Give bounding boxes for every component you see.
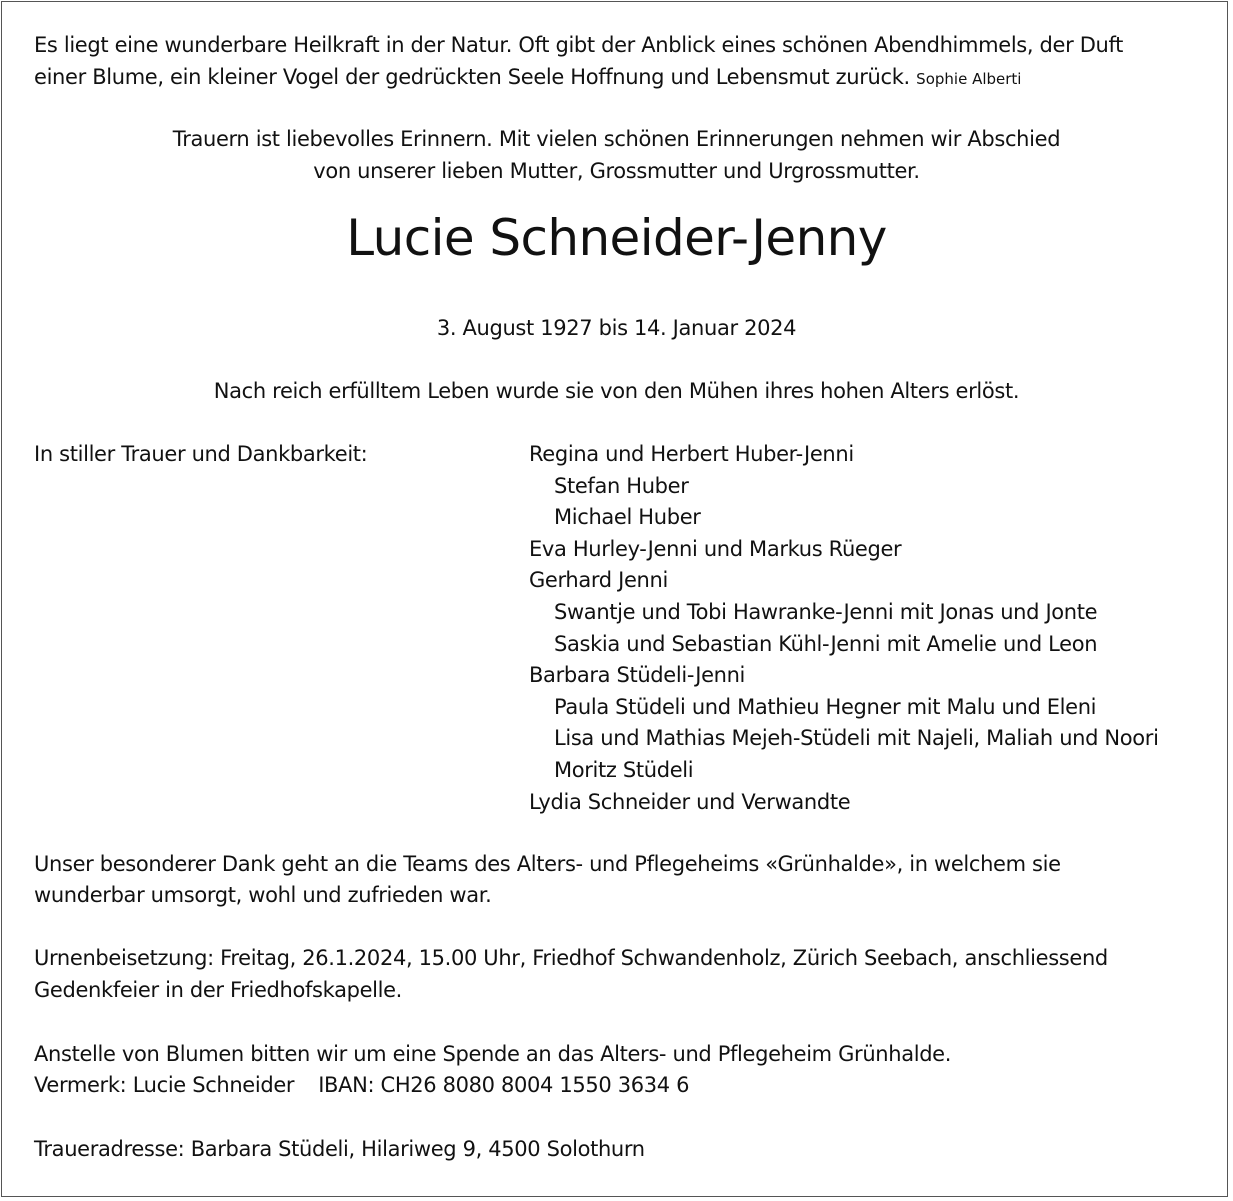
thanks-line-1: Unser besonderer Dank geht an die Teams des Alters- und Pflegeheims «Grünhalde», in welchem sie xyxy=(34,852,1061,876)
donation-note: Vermerk: Lucie Schneider xyxy=(34,1073,295,1097)
mourning-address: Traueradresse: Barbara Stüdeli, Hilariweg 9, 4500 Solothurn xyxy=(34,1137,645,1161)
burial-line-1: Urnenbeisetzung: Freitag, 26.1.2024, 15.00 Uhr, Friedhof Schwandenholz, Zürich Seebach, anschliessend xyxy=(34,946,1108,970)
quote-line-2 xyxy=(34,62,1021,95)
donation-line-1: Anstelle von Blumen bitten wir um eine Spende an das Alters- und Pflegeheim Grünhalde. xyxy=(34,1042,952,1066)
mourners-heading: In stiller Trauer und Dankbarkeit: xyxy=(34,442,368,466)
quote-line-1: Es liegt eine wunderbare Heilkraft in der Natur. Oft gibt der Anblick eines schönen Abendhimmels, der Duft xyxy=(34,33,1124,57)
deceased-name: Lucie Schneider-Jenny xyxy=(346,209,887,267)
life-dates: 3. August 1927 bis 14. Januar 2024 xyxy=(436,316,797,340)
mourner-entry: Eva Hurley-Jenni und Markus Rüeger xyxy=(529,537,902,561)
mourner-entry: Lisa und Mathias Mejeh-Stüdeli mit Najeli, Maliah und Noori xyxy=(554,726,1159,750)
mourner-entry: Moritz Stüdeli xyxy=(554,758,694,782)
intro-line-2: von unserer lieben Mutter, Grossmutter und Urgrossmutter. xyxy=(313,159,920,183)
mourner-entry: Michael Huber xyxy=(554,505,701,529)
release-text: Nach reich erfülltem Leben wurde sie von den Mühen ihres hohen Alters erlöst. xyxy=(213,379,1020,403)
mourner-entry: Gerhard Jenni xyxy=(529,568,668,592)
mourner-entry: Barbara Stüdeli-Jenni xyxy=(529,663,746,687)
mourner-entry: Swantje und Tobi Hawranke-Jenni mit Jonas und Jonte xyxy=(554,600,1098,624)
mourner-entry: Lydia Schneider und Verwandte xyxy=(529,790,851,814)
donation-iban: IBAN: CH26 8080 8004 1550 3634 6 xyxy=(318,1073,690,1097)
mourner-entry: Stefan Huber xyxy=(554,474,689,498)
mourner-entry: Saskia und Sebastian Kühl-Jenni mit Amelie und Leon xyxy=(554,632,1098,656)
mourner-entry: Regina und Herbert Huber-Jenni xyxy=(529,442,854,466)
burial-line-2: Gedenkfeier in der Friedhofskapelle. xyxy=(34,978,403,1002)
quote-text: einer Blume, ein kleiner Vogel der gedrückten Seele Hoffnung und Lebensmut zurück. xyxy=(34,65,910,89)
thanks-line-2: wunderbar umsorgt, wohl und zufrieden war. xyxy=(34,883,492,907)
mourner-entry: Paula Stüdeli und Mathieu Hegner mit Malu und Eleni xyxy=(554,695,1097,719)
intro-line-1: Trauern ist liebevolles Erinnern. Mit vielen schönen Erinnerungen nehmen wir Abschied xyxy=(172,127,1061,151)
donation-line-2 xyxy=(34,1070,689,1101)
quote-author: Sophie Alberti xyxy=(916,70,1022,88)
